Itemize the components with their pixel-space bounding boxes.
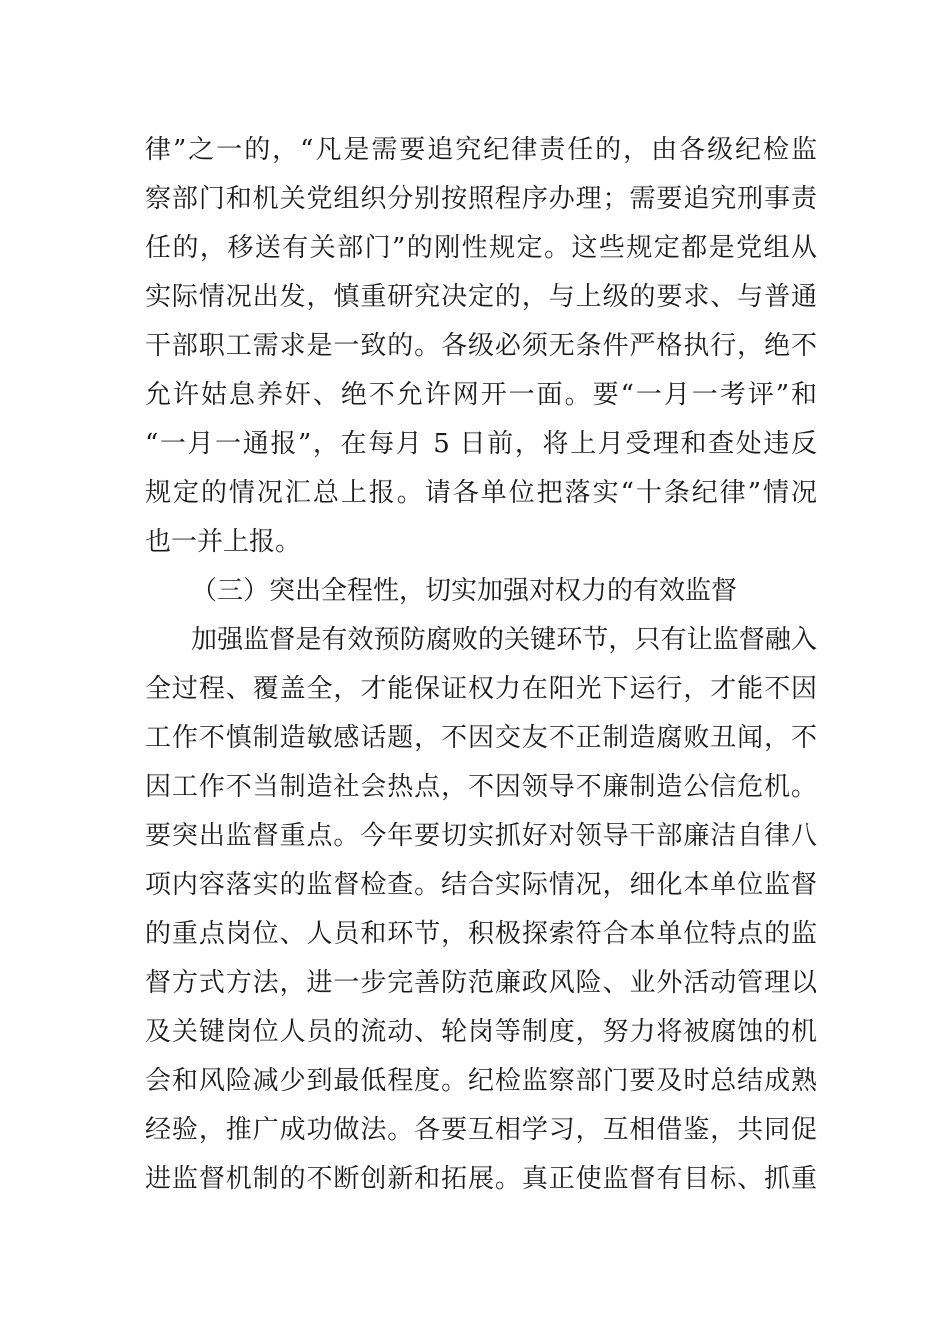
text-line: 干部职工需求是一致的。各级必须无条件严格执行，绝不: [145, 331, 817, 361]
body-text: [145, 126, 817, 1204]
text-line: 会和风险减少到最低程度。纪检监察部门要及时总结成熟: [145, 1066, 817, 1096]
text-line: 要突出监督重点。今年要切实抓好对领导干部廉洁自律八: [145, 821, 817, 851]
text-line: 任的，移送有关部门”的刚性规定。这些规定都是党组从: [145, 233, 817, 263]
text-line: 项内容落实的监督检查。结合实际情况，细化本单位监督: [145, 870, 817, 900]
text-line: 规定的情况汇总上报。请各单位把落实“十条纪律”情况: [145, 478, 817, 508]
text-line: 也一并上报。: [145, 527, 302, 557]
paragraph-first-line: 加强监督是有效预防腐败的关键环节，只有让监督融入: [191, 625, 817, 655]
text-line: “一月一通报”，在每月 5 日前，将上月受理和查处违反: [145, 429, 817, 459]
text-line: 督方式方法，进一步完善防范廉政风险、业外活动管理以: [145, 968, 817, 998]
text-line: 进监督机制的不断创新和拓展。真正使监督有目标、抓重: [145, 1164, 817, 1194]
text-line: 察部门和机关党组织分别按照程序办理；需要追究刑事责: [145, 184, 817, 214]
section-heading: （三）突出全程性，切实加强对权力的有效监督: [191, 576, 738, 606]
text-line: 工作不慎制造敏感话题，不因交友不正制造腐败丑闻，不: [145, 723, 817, 753]
text-line: 律”之一的，“凡是需要追究纪律责任的，由各级纪检监: [145, 135, 817, 165]
text-line: 实际情况出发，慎重研究决定的，与上级的要求、与普通: [145, 282, 817, 312]
text-line: 允许姑息养奸、绝不允许网开一面。要“一月一考评”和: [145, 380, 817, 410]
text-line: 因工作不当制造社会热点，不因领导不廉制造公信危机。: [145, 772, 817, 802]
text-line: 的重点岗位、人员和环节，积极探索符合本单位特点的监: [145, 919, 817, 949]
text-line: 及关键岗位人员的流动、轮岗等制度，努力将被腐蚀的机: [145, 1017, 817, 1047]
text-line: 全过程、覆盖全，才能保证权力在阳光下运行，才能不因: [145, 674, 817, 704]
text-line: 经验，推广成功做法。各要互相学习，互相借鉴，共同促: [145, 1115, 817, 1145]
